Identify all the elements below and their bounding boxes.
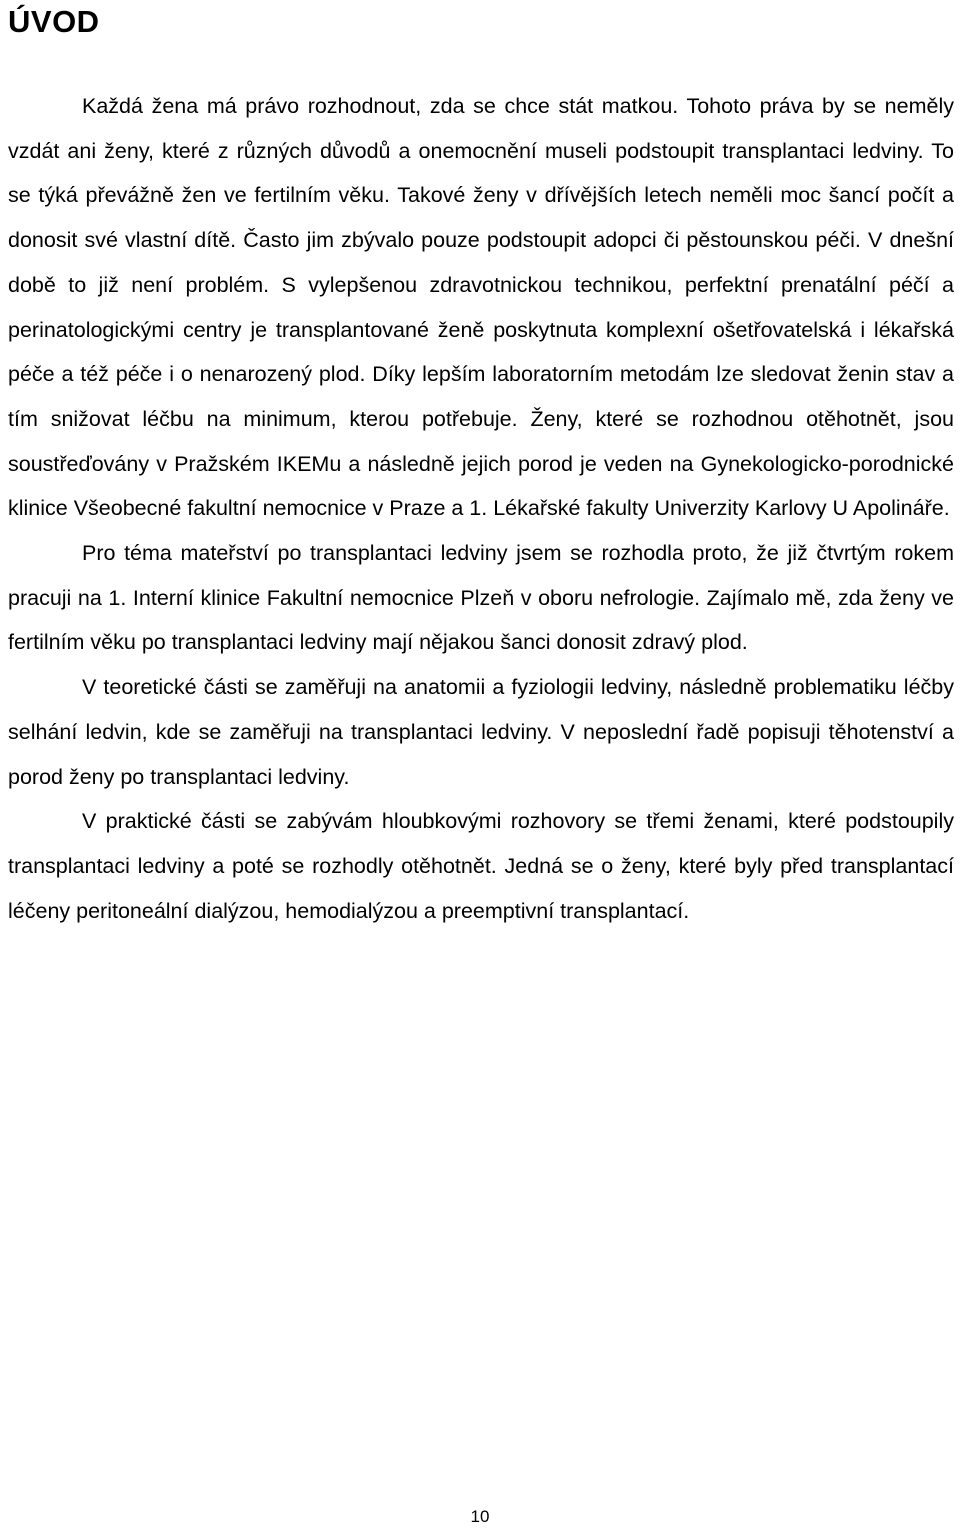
paragraph-intro: Každá žena má právo rozhodnout, zda se chce stát matkou. Tohoto práva by se neměly vzdát ani ženy, které z různých důvodů a onemocnění museli podstoupit transplantaci ledviny. To se týká převážně žen ve fertilním věku. Takové ženy v dřívějších letech neměli moc šancí počít a donosit své vlastní dítě. Často jim zbývalo pouze podstoupit adopci či pěstounskou péči. V dnešní době to již není problém. S vylepšenou zdravotnickou technikou, perfektní prenatální péčí a perinatologickými centry je transplantované ženě poskytnuta komplexní ošetřovatelská i lékařská péče a též péče i o nenarozený plod. Díky lepším laboratorním metodám lze sledovat ženin stav a tím snižovat léčbu na minimum, kterou potřebuje. Ženy, které se rozhodnou otěhotnět, jsou soustřeďovány v Pražském IKEMu a následně jejich porod je veden na Gynekologicko-porodnické klinice Všeobecné fakultní nemocnice v Praze a 1. Lékařské fakulty Univerzity Karlovy U Apolináře. (8, 94, 954, 521)
paragraph-practice: V praktické části se zabývám hloubkovými rozhovory se třemi ženami, které podstoupily transplantaci ledviny a poté se rozhodly otěhotnět. Jedná se o ženy, které byly před transplantací léčeny peritoneální dialýzou, hemodialýzou a preemptivní transplantací. (8, 809, 954, 923)
paragraph-motivation: Pro téma mateřství po transplantaci ledviny jsem se rozhodla proto, že již čtvrtým rokem pracuji na 1. Interní klinice Fakultní nemocnice Plzeň v oboru nefrologie. Zajímalo mě, zda ženy ve fertilním věku po transplantaci ledviny mají nějakou šanci donosit zdravý plod. (8, 541, 954, 655)
body-text (8, 84, 954, 933)
page-number: 10 (470, 1507, 490, 1526)
section-heading: ÚVOD (8, 4, 100, 39)
paragraph-theory: V teoretické části se zaměřuji na anatomii a fyziologii ledviny, následně problematiku léčby selhání ledvin, kde se zaměřuji na transplantaci ledviny. V neposlední řadě popisuji těhotenství a porod ženy po transplantaci ledviny. (8, 675, 954, 789)
